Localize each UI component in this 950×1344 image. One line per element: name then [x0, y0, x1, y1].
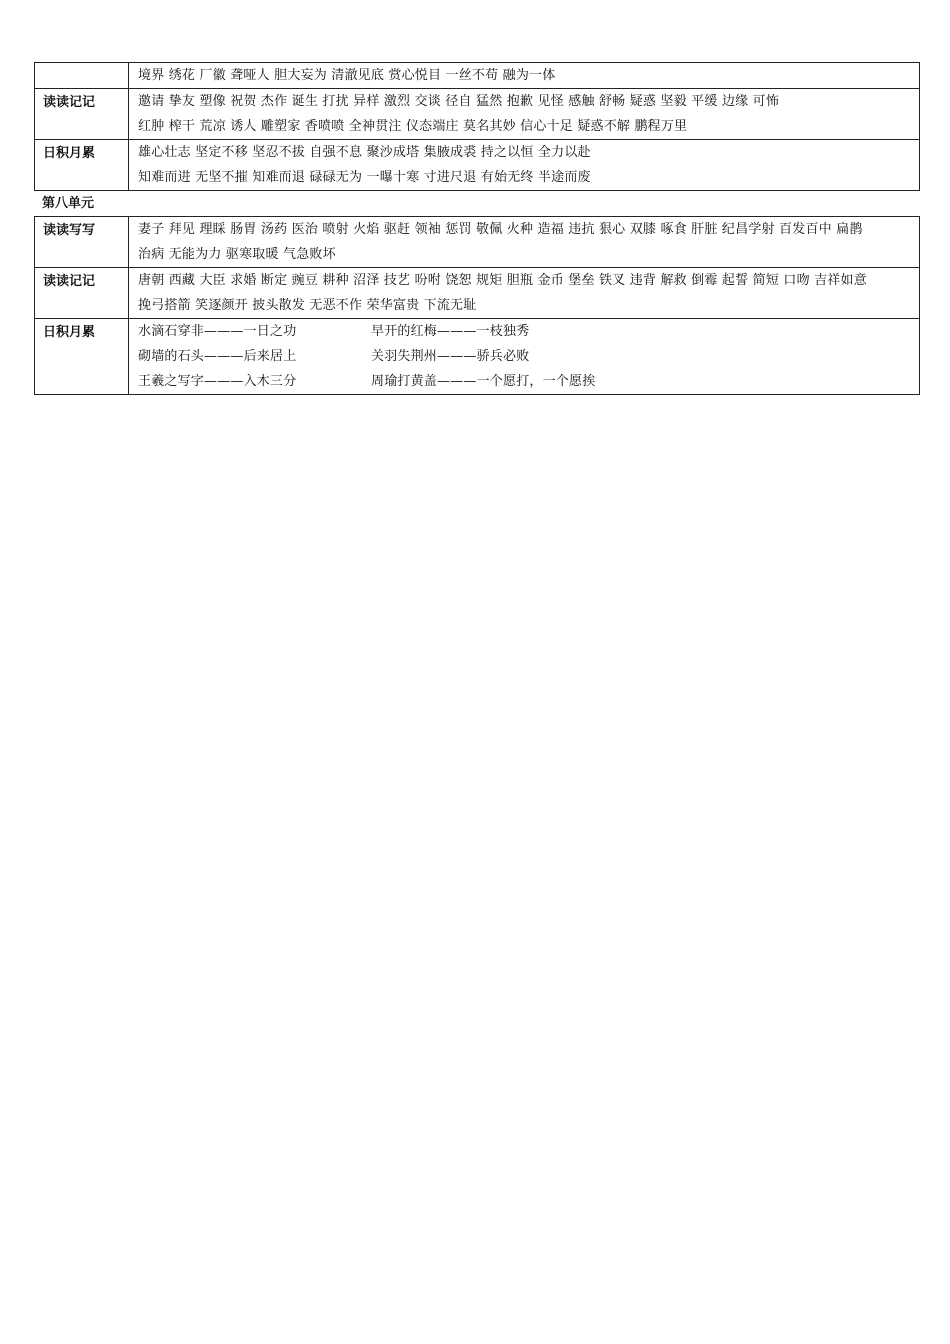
word-line: 雄心壮志 坚定不移 坚忍不拔 自强不息 聚沙成塔 集腋成裘 持之以恒 全力以赴 [138, 145, 591, 160]
unit8-heading: 第八单元 [42, 196, 95, 211]
word-line: 境界 绣花 厂徽 聋哑人 胆大妄为 清澈见底 赏心悦目 一丝不苟 融为一体 [138, 68, 556, 83]
word-line: 邀请 挚友 塑像 祝贺 杰作 诞生 打扰 异样 激烈 交谈 径自 猛然 抱歉 见怪 感触 舒畅 疑惑 坚毅 平缓 边缘 可怖 [138, 94, 780, 109]
row-content [129, 63, 920, 89]
table-row [35, 140, 920, 191]
row-label [35, 63, 129, 89]
unit8-table [34, 216, 920, 395]
row-label-rijiyuelei: 日积月累 [35, 319, 129, 395]
vocabulary-page [34, 62, 920, 395]
row-content [129, 319, 920, 395]
table-row [35, 89, 920, 140]
row-content [129, 217, 920, 268]
row-label-dudujiji: 读读记记 [35, 268, 129, 319]
row-content [129, 89, 920, 140]
table-row [35, 217, 920, 268]
xiehouyu-pair [138, 319, 911, 344]
xiehouyu-left: 砌墙的石头———后来居上 [138, 349, 297, 364]
word-line: 治病 无能为力 驱寒取暖 气急败坏 [138, 247, 336, 262]
word-line: 妻子 拜见 理睬 肠胃 汤药 医治 喷射 火焰 驱赶 领袖 惩罚 敬佩 火种 造福 违抗 狠心 双膝 啄食 肝脏 纪昌学射 百发百中 扁鹊 [138, 222, 863, 237]
row-label-duduxiexie: 读读写写 [35, 217, 129, 268]
xiehouyu-right: 周瑜打黄盖———一个愿打，一个愿挨 [371, 374, 596, 389]
xiehouyu-left: 水滴石穿非———一日之功 [138, 324, 297, 339]
word-line: 知难而进 无坚不摧 知难而退 碌碌无为 一曝十寒 寸进尺退 有始无终 半途而废 [138, 170, 591, 185]
row-content [129, 268, 920, 319]
word-line: 唐朝 西藏 大臣 求婚 断定 豌豆 耕种 沼泽 技艺 吩咐 饶恕 规矩 胆瓶 金币 堡垒 铁叉 违背 解救 倒霉 起誓 简短 口吻 吉祥如意 [138, 273, 867, 288]
xiehouyu-right: 关羽失荆州———骄兵必败 [371, 349, 530, 364]
xiehouyu-pair [138, 344, 911, 369]
row-label-rijiyuelei: 日积月累 [35, 140, 129, 191]
xiehouyu-pair [138, 369, 911, 394]
word-line: 红肿 榨干 荒凉 诱人 雕塑家 香喷喷 全神贯注 仪态端庄 莫名其妙 信心十足 疑惑不解 鹏程万里 [138, 119, 688, 134]
row-content [129, 140, 920, 191]
table-row [35, 319, 920, 395]
xiehouyu-left: 王羲之写字———入木三分 [138, 374, 297, 389]
table-row [35, 268, 920, 319]
unit7-table [34, 62, 920, 191]
row-label-dudujiji: 读读记记 [35, 89, 129, 140]
table-row [35, 63, 920, 89]
word-line: 挽弓搭箭 笑逐颜开 披头散发 无恶不作 荣华富贵 下流无耻 [138, 298, 477, 313]
xiehouyu-right: 早开的红梅———一枝独秀 [371, 324, 530, 339]
